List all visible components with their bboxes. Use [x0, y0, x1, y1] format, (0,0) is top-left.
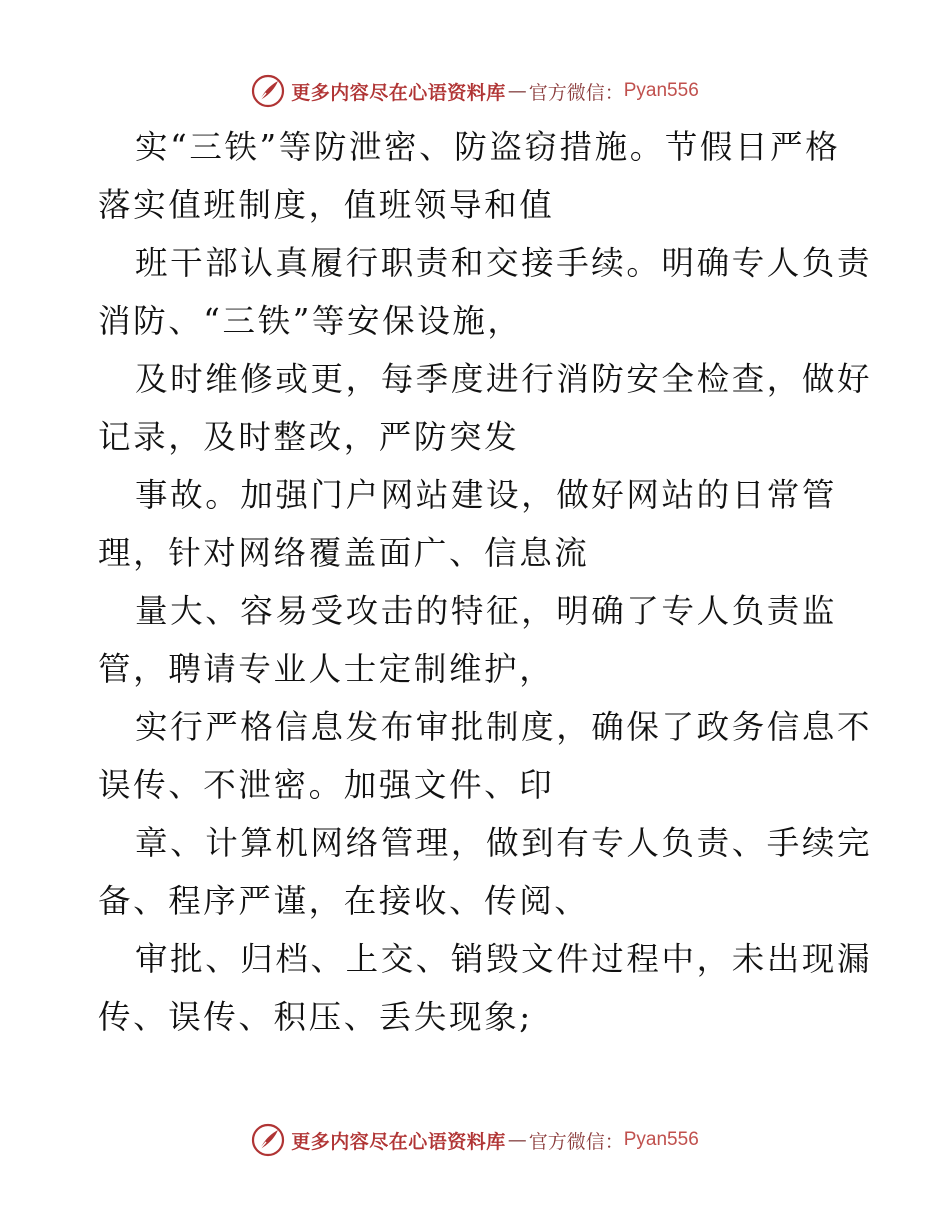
body-line: 记录，及时整改，严防突发: [98, 418, 520, 456]
body-line: 备、程序严谨，在接收、传阅、: [98, 882, 590, 920]
body-line: 消防、“三铁”等安保设施，: [98, 302, 523, 340]
watermark-wechat-label: 官方微信：: [528, 81, 624, 104]
watermark-wechat-id: Pyan556: [623, 80, 699, 101]
watermark-site-text: 更多内容尽在心语资料库: [291, 81, 506, 104]
watermark-header: [0, 71, 950, 111]
watermark-site-text: 更多内容尽在心语资料库: [291, 1130, 506, 1153]
body-line: 落实值班制度，值班领导和值: [98, 186, 555, 224]
body-line: 班干部认真履行职责和交接手续。明确专人负责: [135, 244, 873, 282]
body-line: 量大、容易受攻击的特征，明确了专人负责监: [135, 592, 838, 630]
document-body: [98, 118, 873, 1046]
watermark-separator: —: [507, 1129, 527, 1151]
watermark-wechat-label: 官方微信：: [528, 1130, 624, 1153]
body-line: 及时维修或更，每季度进行消防安全检查，做好: [135, 360, 873, 398]
body-line: 审批、归档、上交、销毁文件过程中，未出现漏: [135, 940, 873, 978]
body-line: 章、计算机网络管理，做到有专人负责、手续完: [135, 824, 873, 862]
body-line: 理，针对网络覆盖面广、信息流: [98, 534, 590, 572]
body-line: 传、误传、积压、丢失现象;: [98, 998, 533, 1036]
body-line: 误传、不泄密。加强文件、印: [98, 766, 555, 804]
body-line: 事故。加强门户网站建设，做好网站的日常管: [135, 476, 838, 514]
watermark-footer: [0, 1120, 950, 1160]
body-line: 管，聘请专业人士定制维护，: [98, 650, 555, 688]
watermark-separator: —: [507, 80, 527, 102]
quill-pen-icon: [251, 74, 285, 108]
quill-pen-icon: [251, 1123, 285, 1157]
watermark-wechat-id: Pyan556: [623, 1129, 699, 1150]
body-line: 实“三铁”等防泄密、防盗窃措施。节假日严格: [135, 128, 841, 166]
body-line: 实行严格信息发布审批制度，确保了政务信息不: [135, 708, 873, 746]
